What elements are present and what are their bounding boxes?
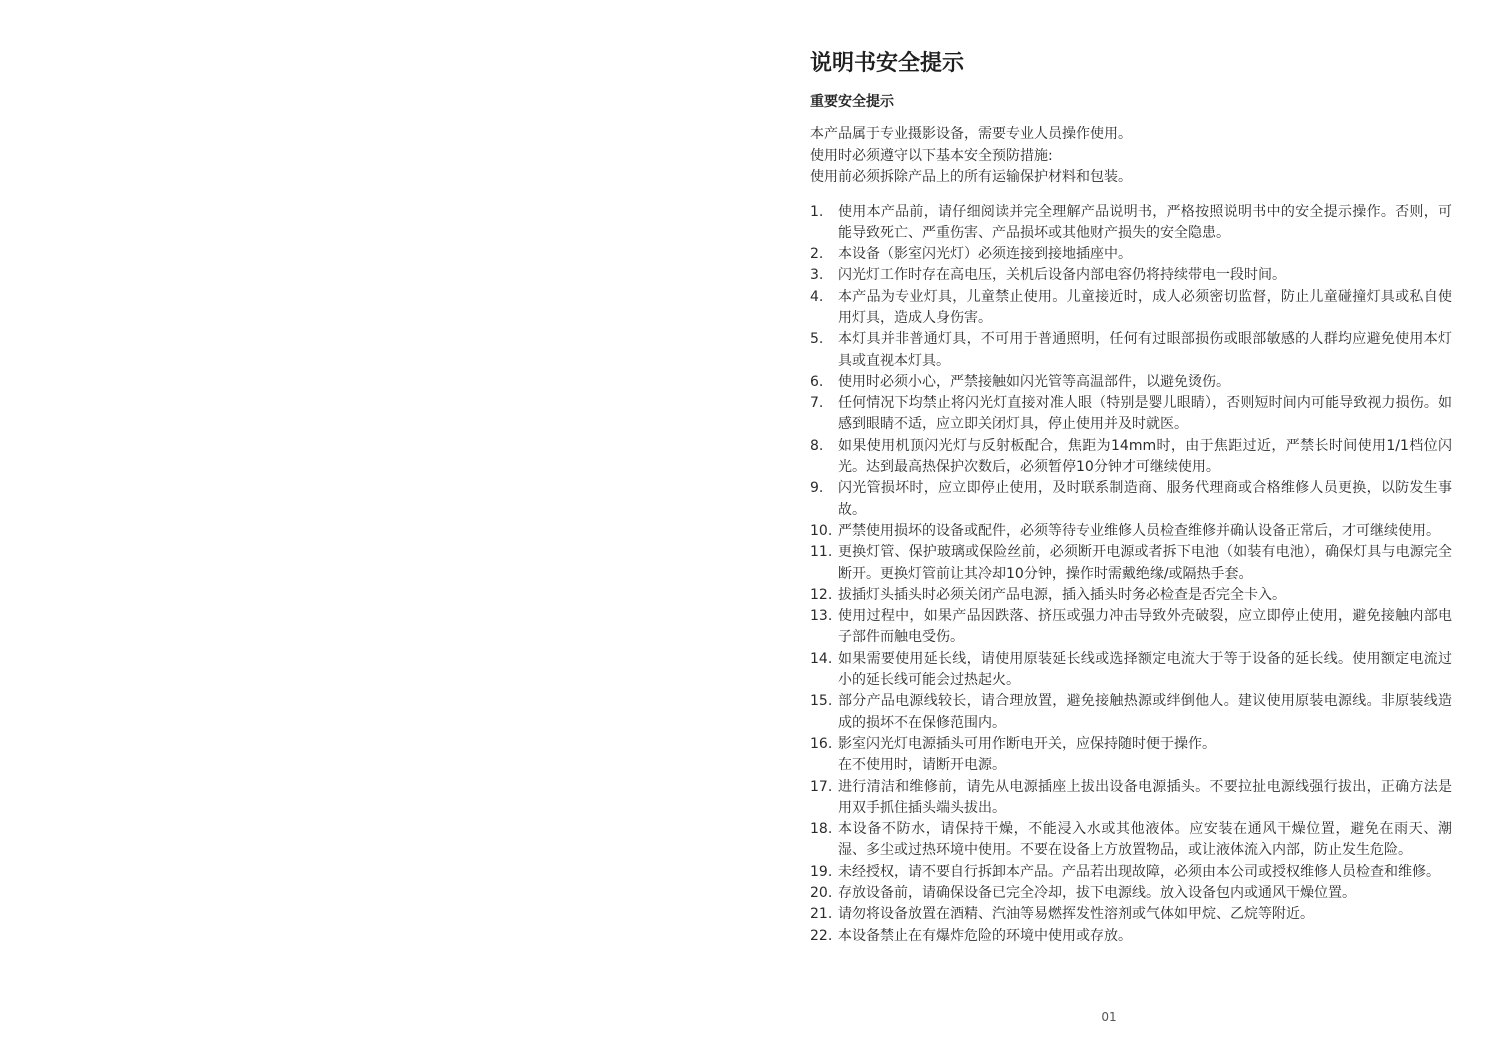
item-number: 3.: [810, 267, 824, 284]
list-item: [810, 521, 1452, 542]
item-number: 16.: [810, 735, 833, 752]
item-text: [838, 585, 1452, 606]
item-text-line: 使用过程中，如果产品因跌落、挤压或强力冲击导致外壳破裂，应立即停止使用，避免接触内部电子部件而触电受伤。: [838, 608, 1452, 646]
list-item: [810, 265, 1452, 286]
item-text: [838, 329, 1452, 372]
intro-line: 使用时必须遵守以下基本安全预防措施:: [810, 147, 1053, 164]
list-item: [810, 287, 1452, 330]
item-text: [838, 606, 1452, 649]
item-number: 19.: [810, 863, 833, 880]
item-text-line: 本设备不防水，请保持干燥，不能浸入水或其他液体。应安装在通风干燥位置，避免在雨天、潮湿、多尘或过热环境中使用。不要在设备上方放置物品，或让液体流入内部，防止发生危险。: [838, 821, 1452, 859]
item-text: [838, 926, 1452, 947]
item-text-line: 本设备禁止在有爆炸危险的环境中使用或存放。: [838, 927, 1132, 944]
item-text-line: 拔插灯头插头时必须关闭产品电源，插入插头时务必检查是否完全卡入。: [838, 586, 1286, 603]
intro-paragraph: [810, 124, 1452, 189]
item-text-line: 使用本产品前，请仔细阅读并完全理解产品说明书，严格按照说明书中的安全提示操作。否则，可能导致死亡、严重伤害、产品损坏或其他财产损失的安全隐患。: [838, 203, 1452, 241]
list-item: [810, 904, 1452, 925]
item-text-line: 请勿将设备放置在酒精、汽油等易燃挥发性溶剂或气体如甲烷、乙烷等附近。: [838, 906, 1314, 923]
item-text-line: 如果需要使用延长线，请使用原装延长线或选择额定电流大于等于设备的延长线。使用额定电流过小的延长线可能会过热起火。: [838, 650, 1452, 689]
item-number: 2.: [810, 246, 824, 263]
item-text: [838, 521, 1452, 542]
item-number: 6.: [810, 373, 824, 390]
item-text-line: 本灯具并非普通灯具，不可用于普通照明，任何有过眼部损伤或眼部敏感的人群均应避免使用本灯具或直视本灯具。: [838, 331, 1452, 369]
list-item: [810, 393, 1452, 436]
safety-section: [810, 48, 1452, 947]
item-number: 5.: [810, 331, 824, 348]
item-text: [838, 777, 1452, 820]
item-text-line: 本产品为专业灯具，儿童禁止使用。儿童接近时，成人必须密切监督，防止儿童碰撞灯具或私自使用灯具，造成人身伤害。: [838, 288, 1452, 326]
item-text-line: 影室闪光灯电源插头可用作断电开关，应保持随时便于操作。: [838, 735, 1216, 752]
item-number: 22.: [810, 927, 833, 944]
item-number: 21.: [810, 906, 833, 923]
item-text-line: 闪光灯工作时存在高电压，关机后设备内部电容仍将持续带电一段时间。: [838, 267, 1286, 284]
list-item: [810, 862, 1452, 883]
item-number: 18.: [810, 821, 833, 838]
page-title: 说明书安全提示: [810, 51, 965, 76]
list-item: [810, 606, 1452, 649]
page-number: 01: [1101, 1010, 1117, 1024]
list-item: [810, 585, 1452, 606]
item-text: [838, 265, 1452, 286]
item-text-line: 在不使用时，请断开电源。: [838, 757, 1006, 774]
item-number: 10.: [810, 522, 833, 539]
item-text-line: 存放设备前，请确保设备已完全冷却，拔下电源线。放入设备包内或通风干燥位置。: [838, 885, 1356, 901]
item-number: 9.: [810, 480, 824, 497]
list-item: [810, 734, 1452, 777]
item-text: [838, 287, 1452, 330]
item-number: 15.: [810, 693, 833, 710]
item-text-line: 更换灯管、保护玻璃或保险丝前，必须断开电源或者拆下电池（如装有电池），确保灯具与电源完全断开。更换灯管前让其冷却10分钟，操作时需戴绝缘/或隔热手套。: [838, 544, 1452, 582]
list-item: [810, 202, 1452, 245]
intro-line: 使用前必须拆除产品上的所有运输保护材料和包装。: [810, 169, 1132, 185]
list-item: [810, 542, 1452, 585]
item-number: 7.: [810, 395, 824, 412]
list-item: [810, 372, 1452, 393]
item-text-line: 严禁使用损坏的设备或配件，必须等待专业维修人员检查维修并确认设备正常后，才可继续使用。: [838, 522, 1440, 539]
item-text-line: 如果使用机顶闪光灯与反射板配合，焦距为14mm时，由于焦距过近，严禁长时间使用1/1档位闪光。达到最高热保护次数后，必须暂停10分钟才可继续使用。: [838, 437, 1452, 476]
item-number: 20.: [810, 885, 833, 901]
list-item: [810, 478, 1452, 521]
item-number: 8.: [810, 437, 824, 454]
item-text-line: 任何情况下均禁止将闪光灯直接对准人眼（特别是婴儿眼睛），否则短时间内可能导致视力损伤。如感到眼睛不适，应立即关闭灯具，停止使用并及时就医。: [838, 395, 1452, 433]
item-text: [838, 883, 1452, 904]
item-number: 17.: [810, 778, 833, 795]
item-text: [838, 691, 1452, 734]
list-item: [810, 777, 1452, 820]
list-item: [810, 329, 1452, 372]
list-item: [810, 926, 1452, 947]
item-text: [838, 904, 1452, 925]
item-number: 11.: [810, 544, 833, 561]
item-text-line: 闪光管损坏时，应立即停止使用，及时联系制造商、服务代理商或合格维修人员更换，以防发生事故。: [838, 480, 1452, 518]
list-item: [810, 436, 1452, 479]
list-item: [810, 691, 1452, 734]
item-text-line: 未经授权，请不要自行拆卸本产品。产品若出现故障，必须由本公司或授权维修人员检查和维修。: [838, 863, 1440, 880]
item-number: 12.: [810, 586, 833, 603]
item-text: [838, 393, 1452, 436]
item-text: [838, 436, 1452, 479]
item-text-line: 本设备（影室闪光灯）必须连接到接地插座中。: [838, 246, 1132, 263]
item-number: 1.: [810, 203, 824, 220]
item-text: [838, 542, 1452, 585]
item-text: [838, 819, 1452, 862]
item-text-line: 进行清洁和维修前，请先从电源插座上拔出设备电源插头。不要拉扯电源线强行拔出，正确方法是用双手抓住插头端头拔出。: [838, 778, 1452, 816]
item-text: [838, 649, 1452, 692]
section-subtitle: 重要安全提示: [810, 94, 894, 110]
item-text: [838, 734, 1452, 777]
intro-line: 本产品属于专业摄影设备，需要专业人员操作使用。: [810, 126, 1132, 142]
item-text: [838, 478, 1452, 521]
list-item: [810, 883, 1452, 904]
list-item: [810, 819, 1452, 862]
item-number: 13.: [810, 608, 833, 625]
item-text-line: 使用时必须小心，严禁接触如闪光管等高温部件，以避免烫伤。: [838, 373, 1230, 390]
item-number: 4.: [810, 288, 824, 305]
item-text: [838, 862, 1452, 883]
list-item: [810, 244, 1452, 265]
item-text: [838, 244, 1452, 265]
list-item: [810, 649, 1452, 692]
safety-list: [810, 202, 1452, 947]
item-text: [838, 202, 1452, 245]
item-text-line: 部分产品电源线较长，请合理放置，避免接触热源或绊倒他人。建议使用原装电源线。非原装线造成的损坏不在保修范围内。: [838, 693, 1452, 731]
item-text: [838, 372, 1452, 393]
item-number: 14.: [810, 650, 833, 667]
